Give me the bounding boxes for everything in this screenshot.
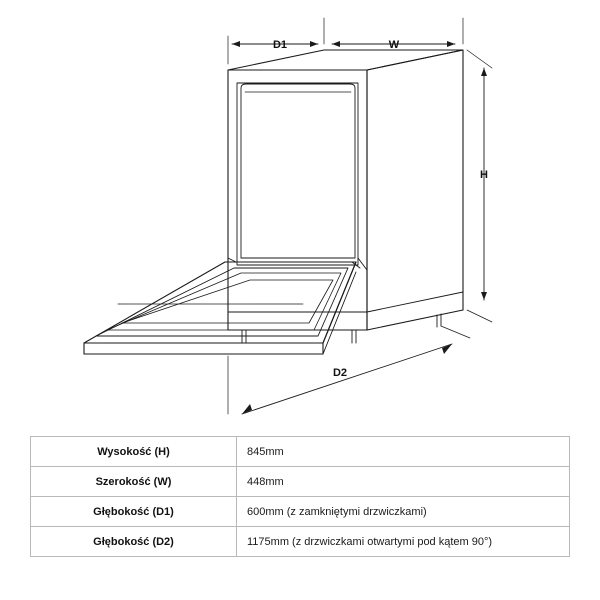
front-right-foot <box>352 330 356 343</box>
specification-table-wrapper <box>30 436 570 557</box>
spec-value-depth-d1: 600mm (z zamkniętymi drzwiczkami) <box>237 497 570 527</box>
dimension-label-d2: D2 <box>332 367 348 379</box>
dimension-label-d1: D1 <box>272 39 288 51</box>
cavity-inner-rounded <box>241 84 355 258</box>
spec-label-height: Wysokość (H) <box>31 437 237 467</box>
table-row <box>31 437 570 467</box>
spec-value-height: 845mm <box>237 437 570 467</box>
spec-value-width: 448mm <box>237 467 570 497</box>
open-door-thickness <box>84 343 323 354</box>
w-arrow-left <box>332 41 340 47</box>
hinge-left <box>228 258 236 262</box>
cabinet-right-face <box>367 50 463 330</box>
cabinet-front-face <box>228 70 367 330</box>
door-inner-panel-2 <box>107 273 341 330</box>
w-arrow-right <box>447 41 455 47</box>
h-arrow-top <box>481 68 487 76</box>
h-arrow-bottom <box>481 292 487 300</box>
dimension-label-h: H <box>480 169 488 181</box>
h-ext-bottom <box>467 310 492 322</box>
spec-label-depth-d1: Głębokość (D1) <box>31 497 237 527</box>
dimension-d2 <box>228 326 470 414</box>
door-inner-panel <box>96 268 348 336</box>
specification-table <box>30 436 570 557</box>
right-plinth-line <box>367 292 463 312</box>
cabinet-top-face <box>228 50 463 70</box>
d1-arrow-left <box>232 41 240 47</box>
open-door-right-edge <box>323 262 356 343</box>
h-ext-top <box>467 50 492 68</box>
table-row <box>31 497 570 527</box>
front-left-foot <box>242 330 246 343</box>
rear-right-foot <box>437 314 441 327</box>
table-row <box>31 527 570 557</box>
hinge-right <box>358 258 367 330</box>
table-row <box>31 467 570 497</box>
dimension-h <box>467 50 492 322</box>
dimension-label-w: W <box>388 39 400 51</box>
cavity-outline <box>237 83 358 265</box>
open-door-top-surface <box>84 262 356 343</box>
spec-value-depth-d2: 1175mm (z drzwiczkami otwartymi pod kątem 90°) <box>237 527 570 557</box>
spec-label-depth-d2: Głębokość (D2) <box>31 527 237 557</box>
d1-arrow-right <box>310 41 318 47</box>
d2-ext-rear <box>441 326 470 338</box>
spec-label-width: Szerokość (W) <box>31 467 237 497</box>
